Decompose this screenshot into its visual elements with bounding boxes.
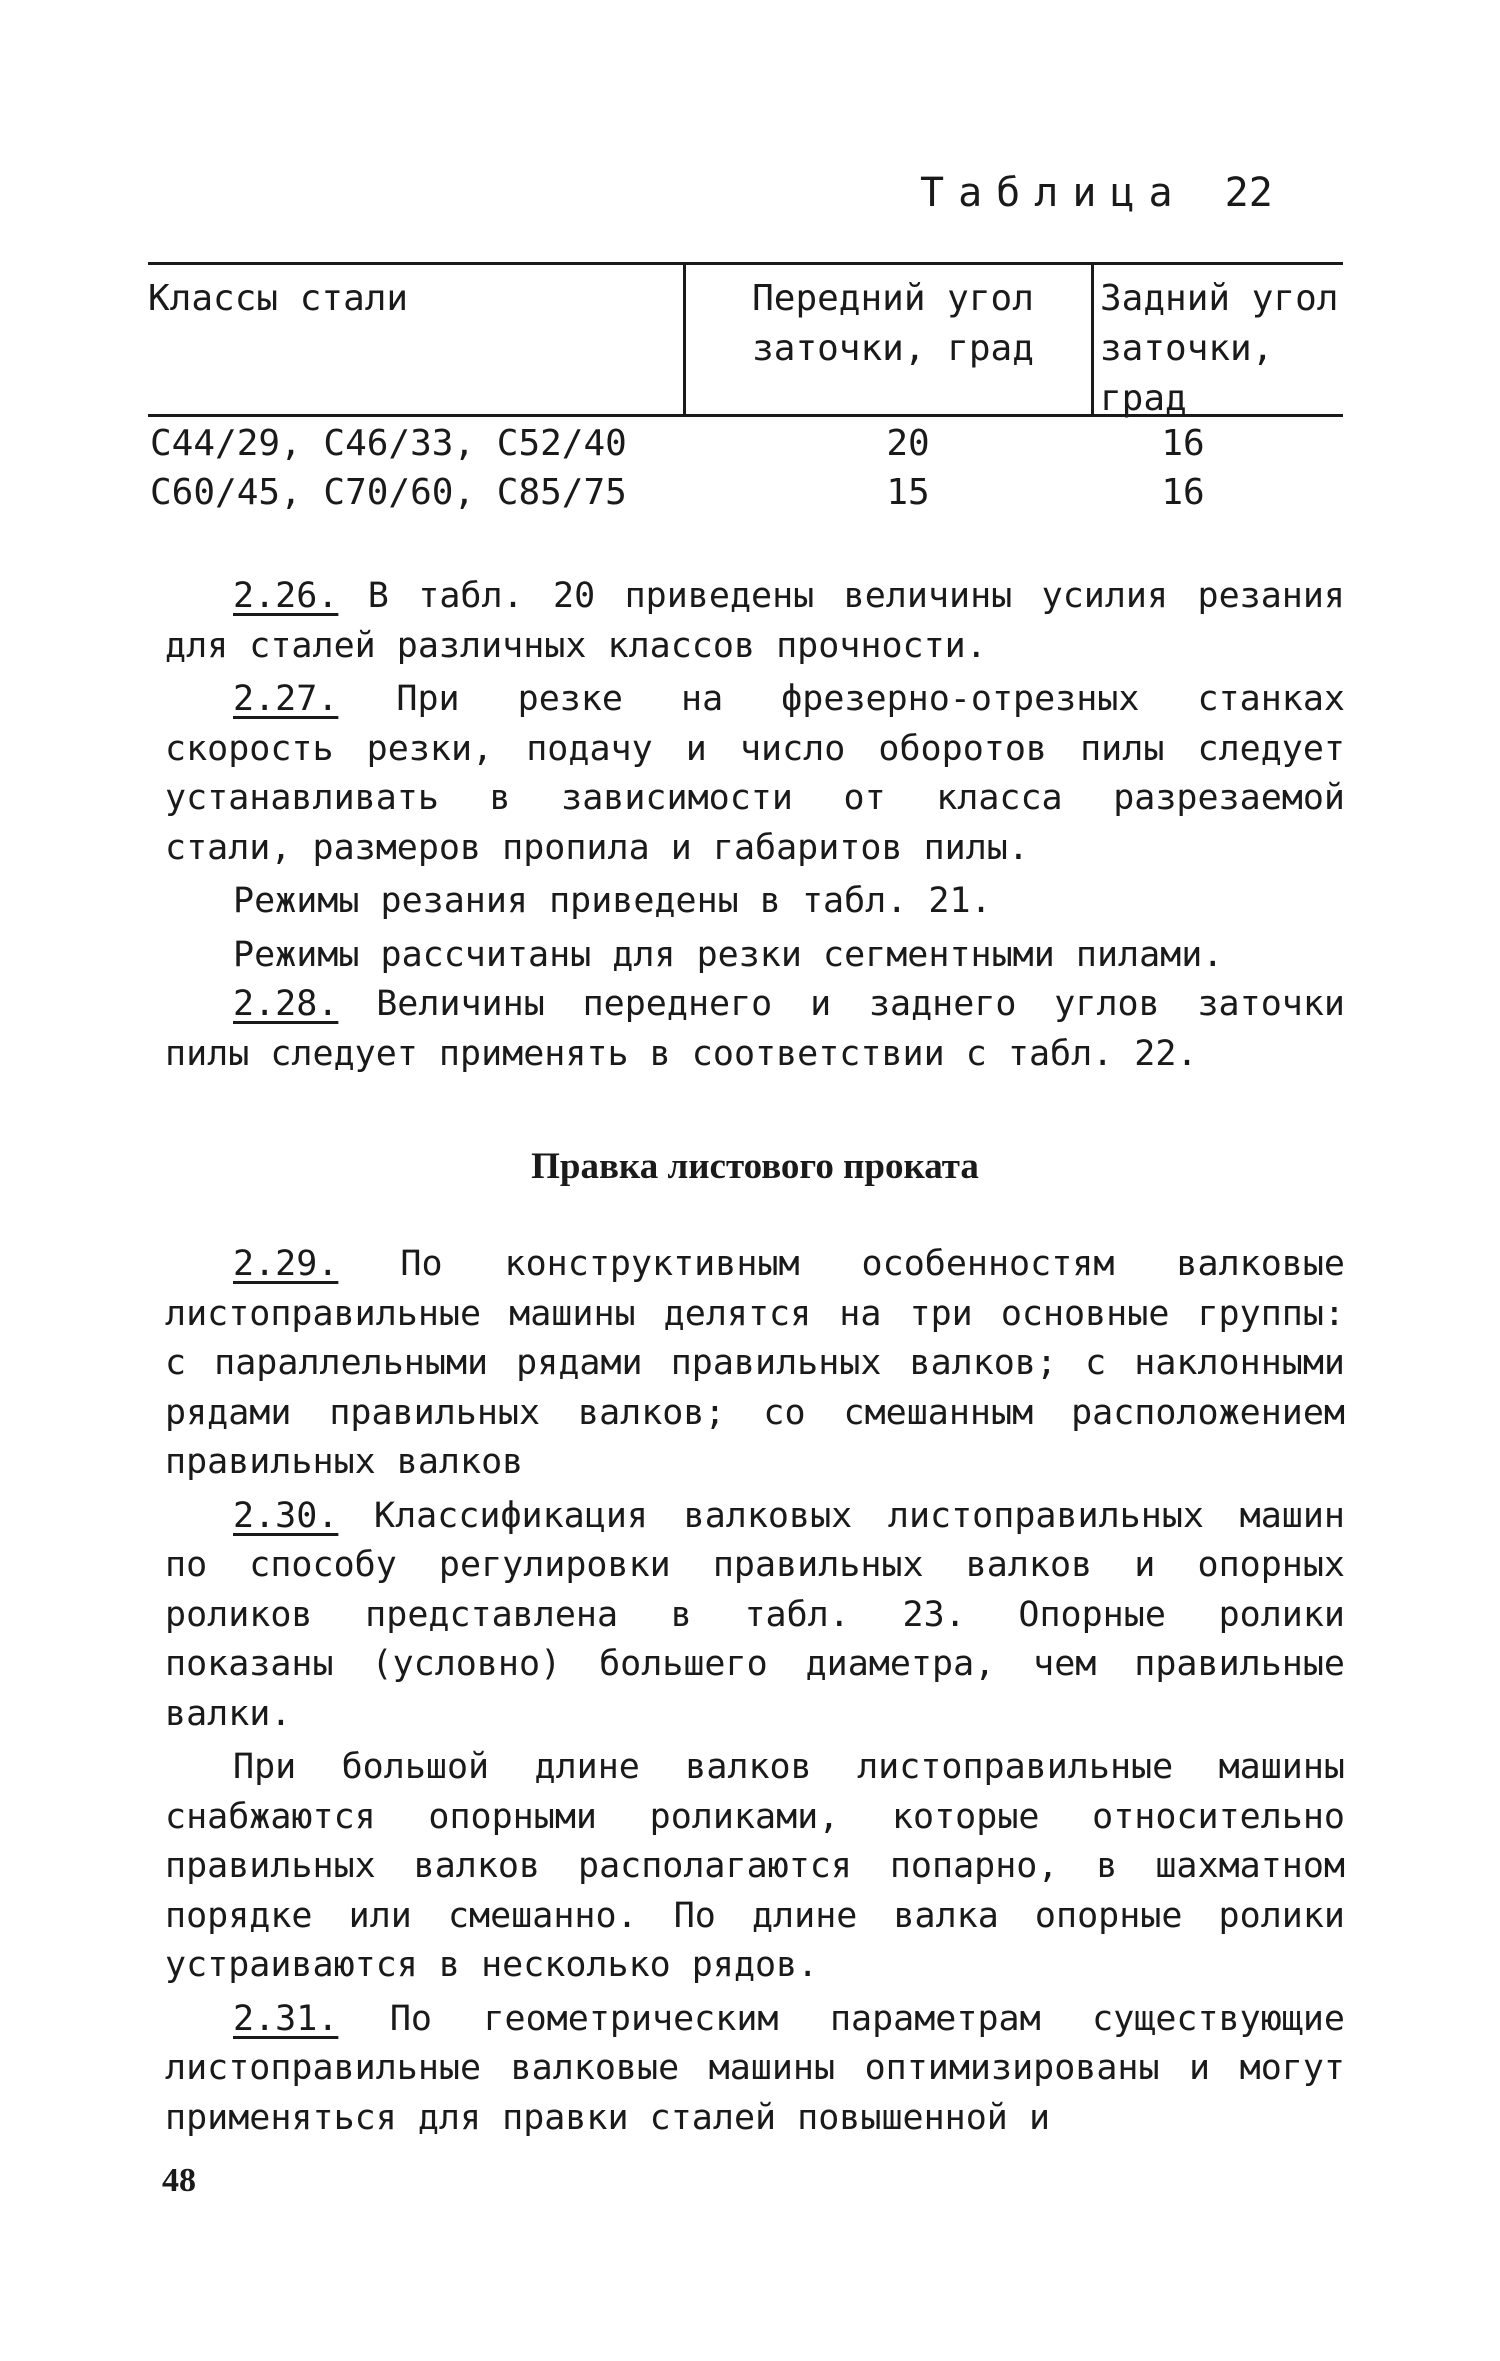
paragraph-text: Режимы резания приведены в табл. 21.: [233, 881, 992, 921]
clause-number: 2.31.: [233, 1998, 339, 2039]
paragraph-block-bottom: [165, 1240, 1345, 2143]
paragraph-text: При резке на фрезерно-отрезных станках скорость резки, подачу и число оборотов пилы следует устанавливать в зависимости от класса разрезаемой стали, размеров пропила и габаритов пилы.: [165, 679, 1345, 868]
steel-angle-table: [148, 262, 1343, 522]
header-front-angle-line1: Передний угол: [752, 278, 1034, 319]
header-back-angle-line3: град: [1100, 378, 1187, 419]
header-steel-class: Классы стали: [148, 278, 409, 319]
paragraph-modes-2: [165, 931, 1345, 981]
table-caption-word: Таблица: [920, 170, 1187, 216]
paragraph-text: Режимы рассчитаны для резки сегментными пилами.: [233, 934, 1224, 975]
clause-number: 2.26.: [233, 576, 339, 616]
header-front-angle-line2: заточки, град: [752, 328, 1034, 369]
paragraph-2-31: [165, 1995, 1345, 2144]
clause-number: 2.29.: [233, 1244, 339, 1284]
table-row-2-front: 15: [886, 472, 930, 513]
header-front-angle: [693, 274, 1093, 374]
header-back-angle-line2: заточки,: [1100, 328, 1274, 369]
paragraph-text: По конструктивным особенностям валковые листоправильные машины делятся на три основные группы: с параллельными рядами правильных валков; с наклонными рядами правильных валков; со смешанным расположением правильных валков: [165, 1244, 1345, 1482]
paragraph-text: При большой длине валков листоправильные машины снабжаются опорными роликами, которые относительно правильных валков располагаются попарно, в шахматном порядке или смешанно. По длине валка опорные ролики устраиваются в несколько рядов.: [165, 1747, 1345, 1985]
table-caption-number: 22: [1224, 170, 1273, 216]
table-row-1-front: 20: [886, 423, 930, 464]
paragraph-modes-1: [165, 877, 1345, 927]
paragraph-block-top: [165, 572, 1345, 1079]
paragraph-text: По геометрическим параметрам существующие листоправильные валковые машины оптимизированы и могут применяться для правки сталей повышенной и: [165, 1998, 1345, 2138]
table-row-2-classes: С60/45, С70/60, С85/75: [150, 472, 627, 513]
clause-number: 2.28.: [233, 984, 339, 1024]
paragraph-text: Классификация валковых листоправильных машин по способу регулировки правильных валков и опорных роликов представлена в табл. 23. Опорные ролики показаны (условно) большего диаметра, чем правильные валки.: [165, 1495, 1345, 1734]
paragraph-text: В табл. 20 приведены величины усилия резания для сталей различных классов прочности.: [165, 576, 1345, 666]
paragraph-2-29: [165, 1240, 1345, 1488]
table-row-2-back: 16: [1161, 472, 1205, 513]
clause-number: 2.27.: [233, 679, 339, 719]
table-row-1-back: 16: [1161, 423, 1205, 464]
paragraph-2-26: [165, 572, 1345, 671]
paragraph-rollers: [165, 1743, 1345, 1991]
paragraph-2-28: [165, 980, 1345, 1079]
paragraph-2-30: [165, 1492, 1345, 1740]
header-back-angle-line1: Задний угол: [1100, 278, 1339, 319]
page-number: 48: [162, 2162, 196, 2199]
table-caption: [920, 170, 1340, 216]
table-row-1-classes: С44/29, С46/33, С52/40: [150, 423, 627, 464]
paragraph-text: Величины переднего и заднего углов заточки пилы следует применять в соответствии с табл. 22.: [165, 984, 1345, 1074]
clause-number: 2.30.: [233, 1495, 339, 1536]
header-back-angle: [1100, 274, 1350, 424]
paragraph-2-27: [165, 675, 1345, 873]
section-heading: Правка листового проката: [531, 1146, 979, 1187]
